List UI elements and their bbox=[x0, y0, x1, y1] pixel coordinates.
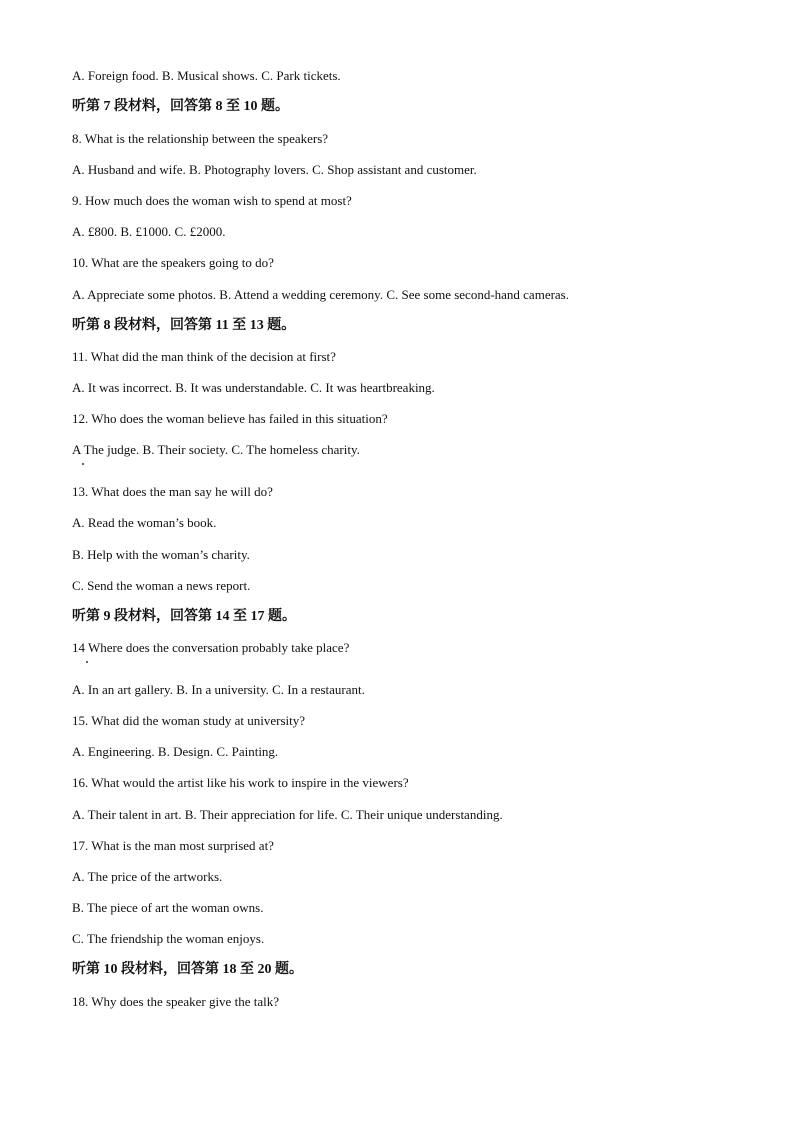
option-line: A. £800. B. £1000. C. £2000. bbox=[72, 224, 226, 239]
question-line: 11. What did the man think of the decision at first? bbox=[72, 349, 336, 364]
option-line: A. Read the woman’s book. bbox=[72, 515, 217, 530]
question-line: 14 Where does the conversation probably take place? bbox=[72, 640, 350, 655]
question-line: 17. What is the man most surprised at? bbox=[72, 838, 274, 853]
option-line: C. The friendship the woman enjoys. bbox=[72, 931, 265, 946]
option-line: B. The piece of art the woman owns. bbox=[72, 900, 264, 915]
question-line: 12. Who does the woman believe has failed in this situation? bbox=[72, 411, 388, 426]
question-line: 15. What did the woman study at university? bbox=[72, 713, 305, 728]
option-line: C. Send the woman a news report. bbox=[72, 578, 251, 593]
option-line: A. In an art gallery. B. In a university. C. In a restaurant. bbox=[72, 682, 365, 697]
section-heading: 听第 7 段材料，回答第 8 至 10 题。 bbox=[72, 99, 289, 114]
section-heading: 听第 9 段材料，回答第 14 至 17 题。 bbox=[72, 609, 296, 624]
option-line: A. The price of the artworks. bbox=[72, 869, 223, 884]
question-line: 18. Why does the speaker give the talk? bbox=[72, 994, 279, 1009]
option-line: A. It was incorrect. B. It was understandable. C. It was heartbreaking. bbox=[72, 380, 435, 395]
option-line: A. Husband and wife. B. Photography lovers. C. Shop assistant and customer. bbox=[72, 162, 477, 177]
question-line: 8. What is the relationship between the speakers? bbox=[72, 131, 329, 146]
option-line: A. Engineering. B. Design. C. Painting. bbox=[72, 744, 279, 759]
stray-dot bbox=[86, 661, 88, 663]
question-line: 13. What does the man say he will do? bbox=[72, 484, 273, 499]
option-line: A. Their talent in art. B. Their appreciation for life. C. Their unique understanding. bbox=[72, 807, 503, 822]
option-line: B. Help with the woman’s charity. bbox=[72, 547, 250, 562]
stray-dot bbox=[82, 463, 84, 465]
section-heading: 听第 10 段材料，回答第 18 至 20 题。 bbox=[72, 962, 303, 977]
question-line: 10. What are the speakers going to do? bbox=[72, 255, 274, 270]
option-line: A The judge. B. Their society. C. The homeless charity. bbox=[72, 442, 360, 457]
question-line: 9. How much does the woman wish to spend at most? bbox=[72, 193, 352, 208]
option-line: A. Appreciate some photos. B. Attend a wedding ceremony. C. See some second-hand cameras. bbox=[72, 287, 569, 302]
section-heading: 听第 8 段材料，回答第 11 至 13 题。 bbox=[72, 318, 296, 333]
option-line: A. Foreign food. B. Musical shows. C. Park tickets. bbox=[72, 68, 341, 83]
question-line: 16. What would the artist like his work to inspire in the viewers? bbox=[72, 775, 409, 790]
